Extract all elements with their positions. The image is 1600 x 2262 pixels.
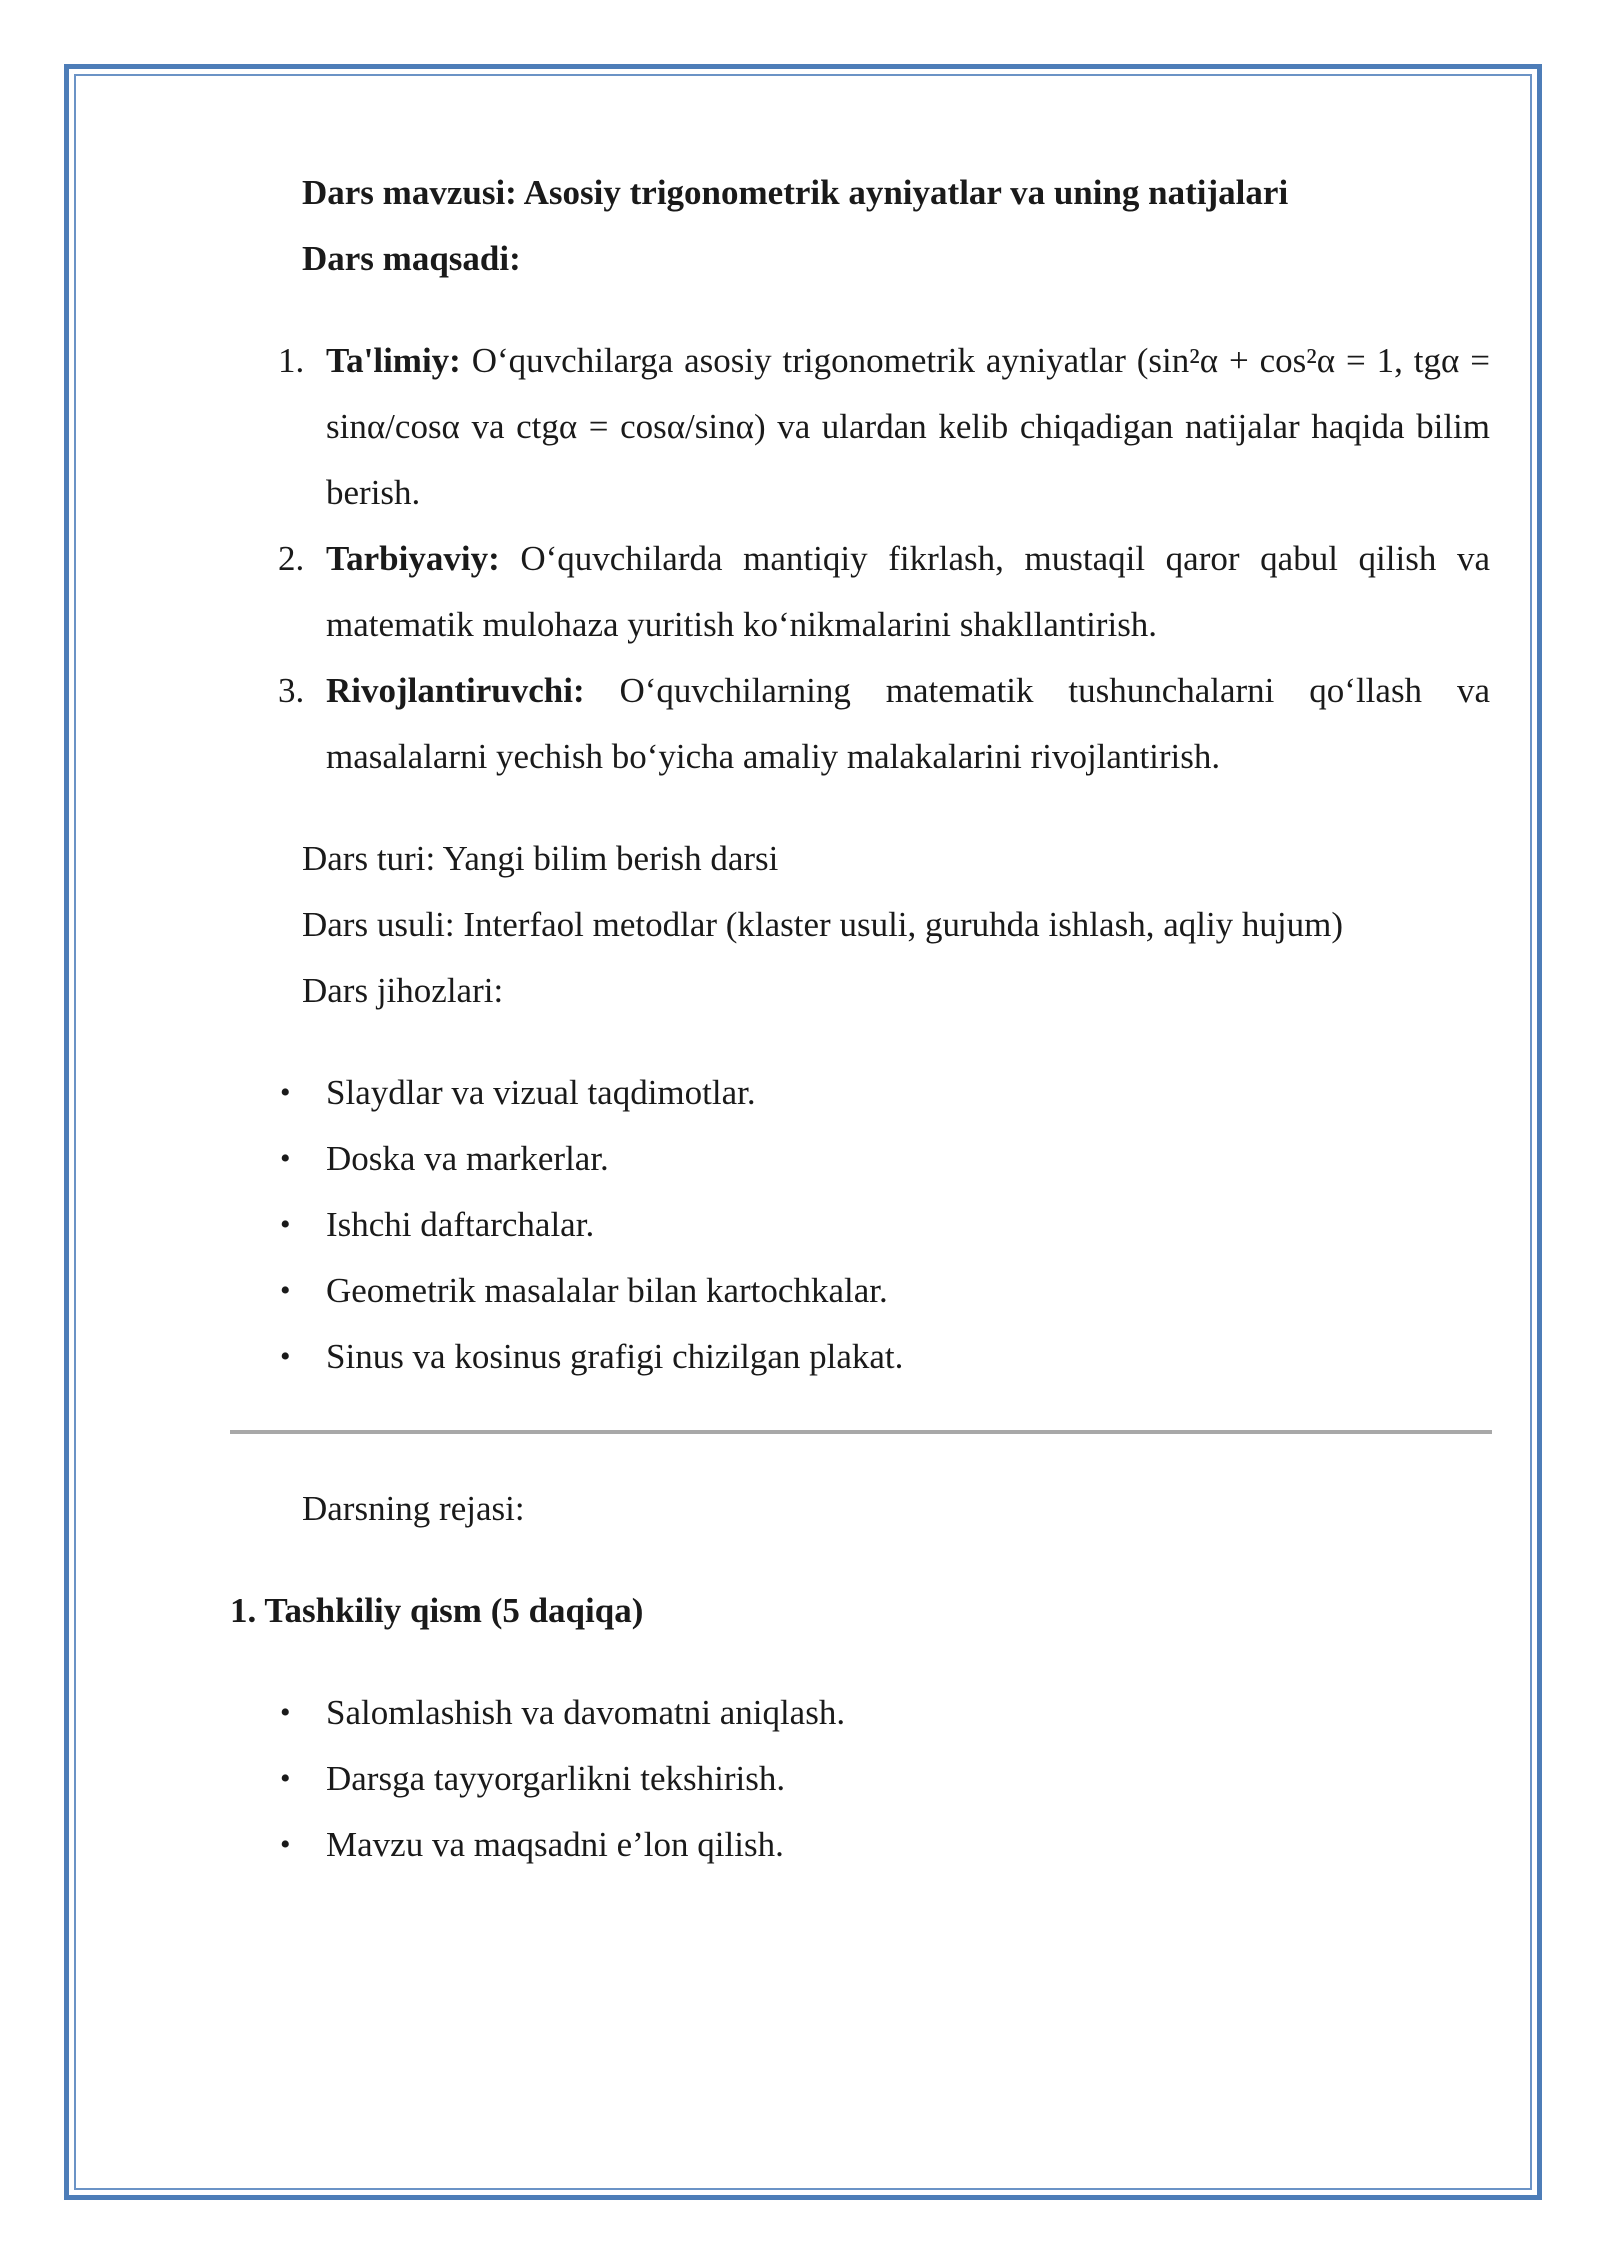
horizontal-divider	[230, 1430, 1492, 1434]
bullet-icon: •	[280, 1274, 291, 1307]
goal-text: O‘quvchilarning matematik tushunchalarni qo‘llash va masalalarni yechish bo‘yicha amaliy malakalarini rivojlantirish.	[326, 671, 1490, 776]
goal-term: Rivojlantiruvchi:	[326, 671, 585, 710]
goal-text: O‘quvchilarda mantiqiy fikrlash, mustaqil qaror qabul qilish va matematik mulohaza yuritish ko‘nikmalarini shakllantirish.	[326, 539, 1490, 644]
goal-text: O‘quvchilarga asosiy trigonometrik ayniyatlar (sin²α + cos²α = 1, tgα = sinα/cosα va ctgα = cosα/sinα) va ulardan kelib chiqadigan natijalar haqida bilim berish.	[326, 341, 1490, 512]
list-item: • Darsga tayyorgarlikni tekshirish.	[230, 1746, 1490, 1812]
goal-item-2	[230, 526, 1490, 658]
plan-heading: Darsning rejasi:	[302, 1489, 525, 1528]
goals-list	[230, 328, 1490, 790]
goal-number: 1.	[278, 341, 305, 380]
lesson-goal-heading: Dars maqsadi:	[302, 239, 521, 278]
lesson-method: Dars usuli: Interfaol metodlar (klaster usuli, guruhda ishlash, aqliy hujum)	[302, 905, 1344, 944]
bullet-icon: •	[280, 1076, 291, 1109]
goal-term: Tarbiyaviy:	[326, 539, 500, 578]
bullet-icon: •	[280, 1142, 291, 1175]
list-item: • Geometrik masalalar bilan kartochkalar.	[230, 1258, 1490, 1324]
bullet-icon: •	[280, 1696, 291, 1729]
goal-term: Ta'limiy:	[326, 341, 461, 380]
document-body	[230, 160, 1490, 1878]
goal-item-1	[230, 328, 1490, 526]
plan-section-title: 1. Tashkiliy qism (5 daqiqa)	[230, 1591, 644, 1630]
list-item: • Ishchi daftarchalar.	[230, 1192, 1490, 1258]
lesson-topic: Dars mavzusi: Asosiy trigonometrik ayniyatlar va uning natijalari	[302, 173, 1289, 212]
lesson-type: Dars turi: Yangi bilim berish darsi	[302, 839, 779, 878]
bullet-icon: •	[280, 1340, 291, 1373]
goal-item-3	[230, 658, 1490, 790]
equipment-heading: Dars jihozlari:	[302, 971, 504, 1010]
plan-section-list	[230, 1680, 1490, 1878]
list-item: • Sinus va kosinus grafigi chizilgan plakat.	[230, 1324, 1490, 1390]
list-item: • Mavzu va maqsadni e’lon qilish.	[230, 1812, 1490, 1878]
goal-number: 3.	[278, 671, 305, 710]
list-item: • Salomlashish va davomatni aniqlash.	[230, 1680, 1490, 1746]
bullet-icon: •	[280, 1762, 291, 1795]
goal-number: 2.	[278, 539, 305, 578]
list-item: • Slaydlar va vizual taqdimotlar.	[230, 1060, 1490, 1126]
bullet-icon: •	[280, 1828, 291, 1861]
equipment-list	[230, 1060, 1490, 1390]
list-item: • Doska va markerlar.	[230, 1126, 1490, 1192]
bullet-icon: •	[280, 1208, 291, 1241]
